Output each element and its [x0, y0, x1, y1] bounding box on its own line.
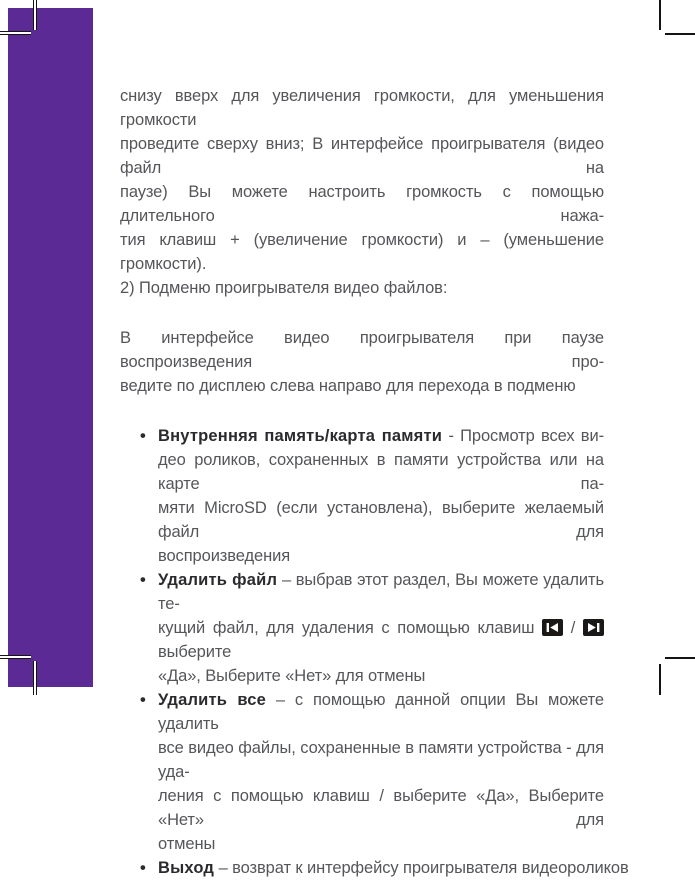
list-item-exit [120, 856, 629, 880]
list-item-internal-memory [120, 424, 604, 568]
text-line [158, 568, 604, 616]
text-line: ления с помощью клавиш / выберите «Да», Выберите «Нет» для [158, 787, 604, 829]
option-description: – выбрав этот раздел, Вы можете удалить те- [158, 571, 604, 613]
key-separator: / [563, 619, 584, 637]
list-item-delete-file [120, 568, 604, 688]
text-line: «Да», Выберите «Нет» для отмены [158, 667, 426, 685]
text-line [158, 856, 629, 880]
text-line: ведите по дисплею слева направо для перехода в подменю [120, 377, 576, 395]
bullet-marker: • [140, 427, 146, 445]
crop-mark-top-right-vertical [659, 0, 661, 30]
option-description: кущий файл, для удаления с помощью клавиш [158, 619, 543, 637]
text-line: В интерфейсе видео проигрывателя при паузе воспроизведения про- [120, 329, 604, 371]
paragraph-submenu-intro [120, 326, 604, 398]
crop-mark-top-right-horizontal [665, 33, 695, 35]
bullet-marker: • [140, 859, 146, 877]
text-line [158, 616, 604, 664]
crop-mark-top-left-vertical [33, 0, 37, 30]
crop-mark-top-left-horizontal [0, 31, 31, 35]
submenu-options-list [120, 424, 629, 880]
text-line [158, 688, 604, 736]
text-line: тия клавиш + (увеличение громкости) и – (уменьшение громкости). [120, 231, 604, 273]
prev-track-icon [542, 619, 563, 636]
next-track-icon [583, 619, 604, 636]
list-item-delete-all [120, 688, 604, 856]
text-line: снизу вверх для увеличения громкости, для уменьшения громкости [120, 87, 604, 129]
option-name: Внутренняя память/карта памяти [158, 427, 443, 445]
page-content [120, 84, 629, 880]
crop-mark-bottom-left-vertical [33, 661, 37, 695]
crop-mark-bottom-right-horizontal [665, 657, 695, 659]
text-line: воспроизведения [158, 547, 291, 565]
text-line: паузе) Вы можете настроить громкость с помощью длительного нажа- [120, 183, 604, 225]
bullet-marker: • [140, 571, 146, 589]
option-name: Удалить все [158, 691, 267, 709]
bullet-marker: • [140, 691, 146, 709]
option-name: Удалить файл [158, 571, 278, 589]
option-description: – возврат к интерфейсу проигрывателя видеороликов [214, 859, 629, 877]
crop-mark-bottom-right-vertical [659, 664, 661, 695]
text-line: 2) Подменю проигрывателя видео файлов: [120, 279, 448, 297]
option-description: – с помощью данной опции Вы можете удалить [158, 691, 604, 733]
paragraph-volume-instructions [120, 84, 604, 300]
text-line [158, 424, 604, 448]
option-description: выберите [158, 643, 232, 661]
text-line: проведите сверху вниз; В интерфейсе проигрывателя (видео файл на [120, 135, 604, 177]
text-line: део роликов, сохраненных в памяти устройства или на карте па- [158, 451, 604, 493]
crop-mark-bottom-left-horizontal [0, 655, 31, 659]
option-name: Выход [158, 859, 215, 877]
text-line: отмены [158, 835, 216, 853]
text-line: мяти MicroSD (если установлена), выберите желаемый файл для [158, 499, 604, 541]
sidebar-accent-bar [8, 8, 93, 687]
text-line: все видео файлы, сохраненные в памяти устройства - для уда- [158, 739, 604, 781]
option-description: - Просмотр всех ви- [442, 427, 604, 445]
